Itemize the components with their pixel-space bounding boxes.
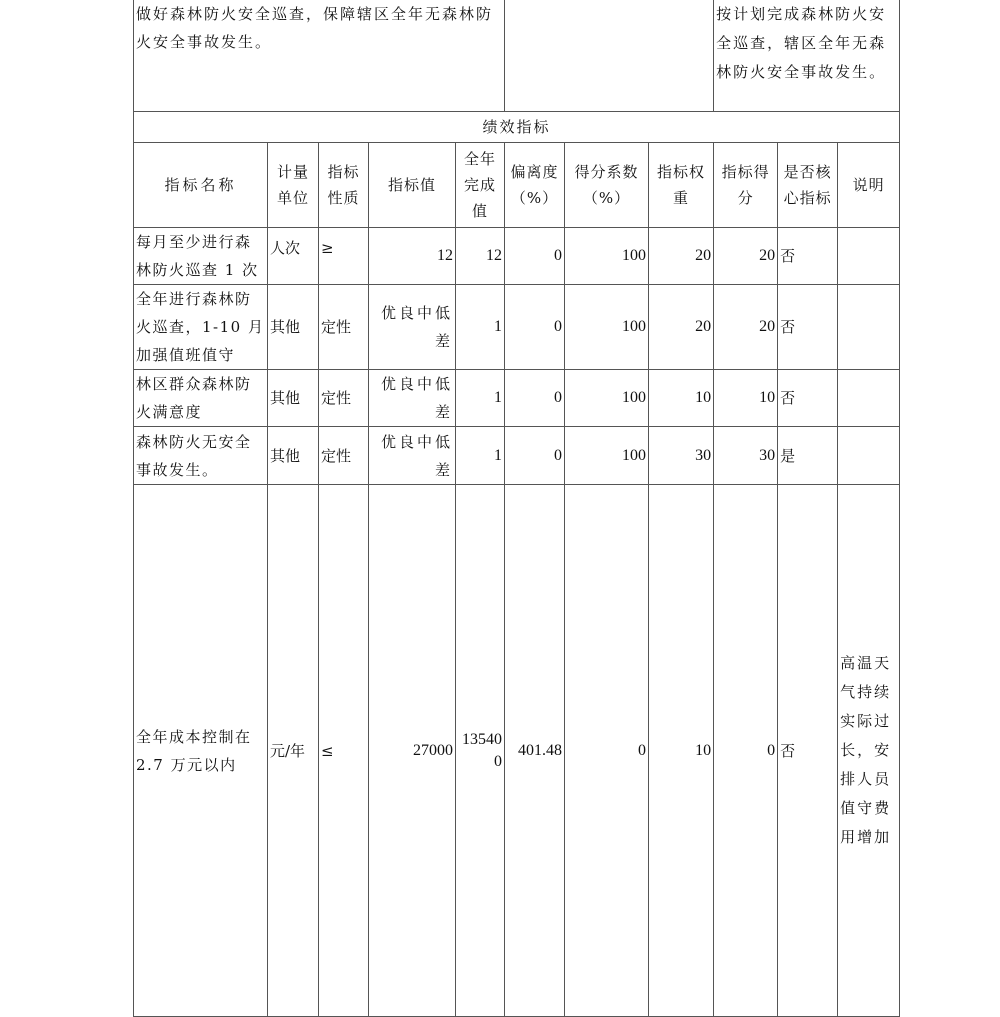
header-coef-line2: （%） xyxy=(582,189,631,207)
header-deviation xyxy=(505,143,565,228)
goal-row xyxy=(134,0,900,112)
header-target: 指标值 xyxy=(369,143,456,228)
note-cell: 高温天气持续实际过长，安排人员值守费用增加 xyxy=(838,485,900,1017)
target-cell: 优良中低差 xyxy=(369,370,456,427)
note-cell xyxy=(838,228,900,285)
header-actual: 全年完成值 xyxy=(456,143,505,228)
note-cell xyxy=(838,285,900,370)
score-cell: 30 xyxy=(714,427,778,485)
deviation-cell: 0 xyxy=(505,228,565,285)
header-row xyxy=(134,143,900,228)
section-title-row xyxy=(134,112,900,143)
indicator-name: 森林防火无安全事故发生。 xyxy=(134,427,268,485)
table-row xyxy=(134,427,900,485)
nature-cell: ≥ xyxy=(319,228,369,285)
core-cell: 否 xyxy=(778,370,838,427)
nature-cell: 定性 xyxy=(319,285,369,370)
weight-cell: 10 xyxy=(649,485,714,1017)
table-row xyxy=(134,370,900,427)
actual-cell: 1 xyxy=(456,370,505,427)
unit-cell: 其他 xyxy=(268,427,319,485)
unit-cell: 其他 xyxy=(268,370,319,427)
coef-cell: 0 xyxy=(565,485,649,1017)
nature-cell: 定性 xyxy=(319,427,369,485)
note-cell xyxy=(838,427,900,485)
nature-cell: ≤ xyxy=(319,485,369,1017)
header-name: 指标名称 xyxy=(134,143,268,228)
target-cell: 优良中低差 xyxy=(369,285,456,370)
header-coef-line1: 得分系数 xyxy=(574,163,639,181)
indicator-name: 全年进行森林防火巡查，1-10 月加强值班值守 xyxy=(134,285,268,370)
actual-cell: 1 xyxy=(456,427,505,485)
indicator-name: 全年成本控制在 2.7 万元以内 xyxy=(134,485,268,1017)
coef-cell: 100 xyxy=(565,228,649,285)
header-note: 说明 xyxy=(838,143,900,228)
actual-cell: 135400 xyxy=(456,485,505,1017)
header-weight: 指标权重 xyxy=(649,143,714,228)
actual-cell: 12 xyxy=(456,228,505,285)
header-coef xyxy=(565,143,649,228)
weight-cell: 20 xyxy=(649,285,714,370)
header-core: 是否核心指标 xyxy=(778,143,838,228)
score-cell: 0 xyxy=(714,485,778,1017)
table-row xyxy=(134,485,900,1017)
weight-cell: 10 xyxy=(649,370,714,427)
header-score: 指标得分 xyxy=(714,143,778,228)
core-cell: 否 xyxy=(778,228,838,285)
coef-cell: 100 xyxy=(565,427,649,485)
deviation-cell: 0 xyxy=(505,427,565,485)
goal-text: 做好森林防火安全巡查，保障辖区全年无森林防火安全事故发生。 xyxy=(134,0,505,112)
deviation-cell: 0 xyxy=(505,285,565,370)
unit-cell: 其他 xyxy=(268,285,319,370)
core-cell: 是 xyxy=(778,427,838,485)
indicator-name: 林区群众森林防火满意度 xyxy=(134,370,268,427)
header-deviation-line1: 偏离度 xyxy=(510,163,559,181)
table-row xyxy=(134,228,900,285)
header-deviation-line2: （%） xyxy=(510,189,559,207)
weight-cell: 30 xyxy=(649,427,714,485)
middle-cell xyxy=(505,0,714,112)
nature-cell: 定性 xyxy=(319,370,369,427)
coef-cell: 100 xyxy=(565,285,649,370)
completion-text: 按计划完成森林防火安全巡查，辖区全年无森林防火安全事故发生。 xyxy=(714,0,900,112)
weight-cell: 20 xyxy=(649,228,714,285)
target-cell: 12 xyxy=(369,228,456,285)
target-cell: 优良中低差 xyxy=(369,427,456,485)
target-cell: 27000 xyxy=(369,485,456,1017)
core-cell: 否 xyxy=(778,485,838,1017)
deviation-cell: 0 xyxy=(505,370,565,427)
note-cell xyxy=(838,370,900,427)
score-cell: 10 xyxy=(714,370,778,427)
header-nature: 指标性质 xyxy=(319,143,369,228)
core-cell: 否 xyxy=(778,285,838,370)
score-cell: 20 xyxy=(714,285,778,370)
score-cell: 20 xyxy=(714,228,778,285)
unit-cell: 元/年 xyxy=(268,485,319,1017)
actual-cell: 1 xyxy=(456,285,505,370)
unit-cell: 人次 xyxy=(268,228,319,285)
performance-table xyxy=(133,0,900,1017)
table-row xyxy=(134,285,900,370)
coef-cell: 100 xyxy=(565,370,649,427)
section-title: 绩效指标 xyxy=(134,112,900,143)
indicator-name: 每月至少进行森林防火巡查 1 次 xyxy=(134,228,268,285)
deviation-cell: 401.48 xyxy=(505,485,565,1017)
header-unit: 计量单位 xyxy=(268,143,319,228)
